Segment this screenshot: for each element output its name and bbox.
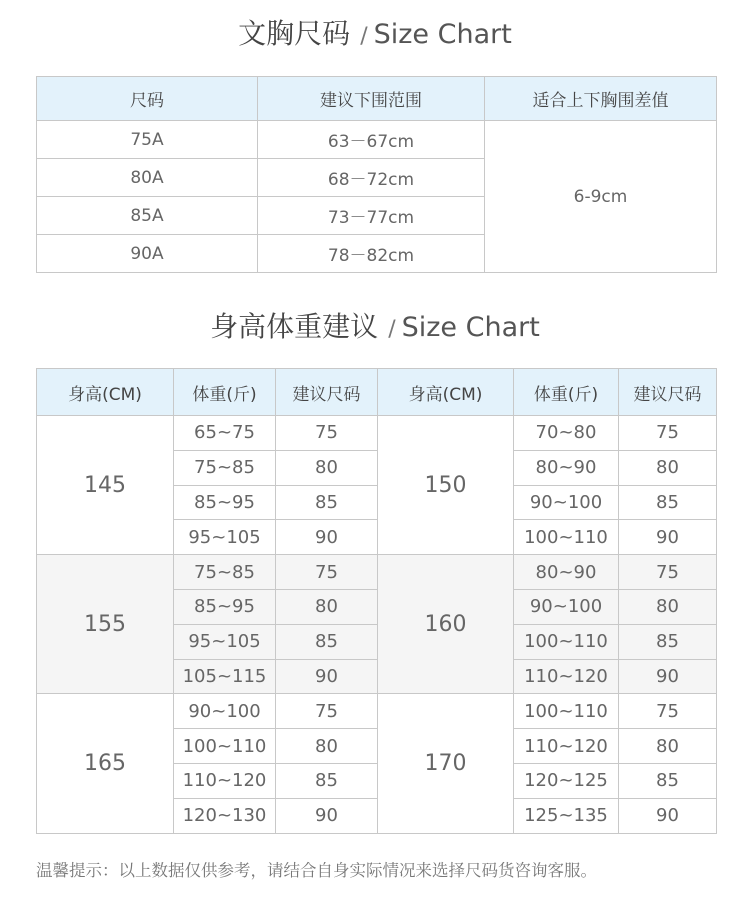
bra-title-separator: / xyxy=(360,24,368,49)
bra-table-row xyxy=(37,121,717,159)
right-weight-cell: 100~110 xyxy=(514,624,619,659)
hw-table-row xyxy=(37,694,717,729)
left-weight-cell: 105~115 xyxy=(174,659,276,694)
left-weight-cell: 85~95 xyxy=(174,589,276,624)
right-weight-cell: 100~110 xyxy=(514,520,619,555)
left-size-cell: 85 xyxy=(276,763,378,798)
left-height-cell: 145 xyxy=(37,416,174,555)
left-height-cell: 155 xyxy=(37,555,174,694)
right-height-cell: 160 xyxy=(378,555,514,694)
left-size-cell: 85 xyxy=(276,485,378,520)
bra-header-underbust: 建议下围范围 xyxy=(258,77,485,121)
left-weight-cell: 110~120 xyxy=(174,763,276,798)
bra-size-cell: 75A xyxy=(37,121,258,159)
hw-table-row xyxy=(37,555,717,590)
left-weight-cell: 90~100 xyxy=(174,694,276,729)
left-weight-cell: 75~85 xyxy=(174,450,276,485)
bra-range-cell: 63－67cm xyxy=(258,121,485,159)
bra-size-table xyxy=(36,76,717,273)
bra-header-size: 尺码 xyxy=(37,77,258,121)
right-weight-cell: 90~100 xyxy=(514,589,619,624)
right-weight-cell: 70~80 xyxy=(514,416,619,451)
tip-note: 温馨提示：以上数据仅供参考，请结合自身实际情况来选择尺码货咨询客服。 xyxy=(36,861,597,880)
left-size-cell: 80 xyxy=(276,589,378,624)
right-size-cell: 90 xyxy=(619,659,717,694)
bra-header-difference: 适合上下胸围差值 xyxy=(485,77,717,121)
left-size-cell: 75 xyxy=(276,694,378,729)
right-height-cell: 170 xyxy=(378,694,514,833)
right-weight-cell: 110~120 xyxy=(514,729,619,764)
hw-header-height: 身高(CM) xyxy=(378,369,514,416)
right-weight-cell: 120~125 xyxy=(514,763,619,798)
left-weight-cell: 100~110 xyxy=(174,729,276,764)
left-weight-cell: 75~85 xyxy=(174,555,276,590)
hw-header-height: 身高(CM) xyxy=(37,369,174,416)
right-size-cell: 80 xyxy=(619,450,717,485)
hw-title-en: Size Chart xyxy=(401,312,540,343)
right-size-cell: 80 xyxy=(619,729,717,764)
right-weight-cell: 110~120 xyxy=(514,659,619,694)
right-size-cell: 90 xyxy=(619,520,717,555)
right-size-cell: 80 xyxy=(619,589,717,624)
hw-title-cn: 身高体重建议 xyxy=(210,310,379,343)
right-weight-cell: 100~110 xyxy=(514,694,619,729)
bra-title-cn: 文胸尺码 xyxy=(238,17,351,50)
right-size-cell: 75 xyxy=(619,694,717,729)
right-weight-cell: 90~100 xyxy=(514,485,619,520)
left-weight-cell: 95~105 xyxy=(174,520,276,555)
left-weight-cell: 120~130 xyxy=(174,798,276,833)
left-height-cell: 165 xyxy=(37,694,174,833)
left-size-cell: 90 xyxy=(276,520,378,555)
bra-range-cell: 78－82cm xyxy=(258,235,485,273)
hw-title-separator: / xyxy=(388,317,396,342)
hw-header-weight: 体重(斤) xyxy=(174,369,276,416)
right-weight-cell: 125~135 xyxy=(514,798,619,833)
left-weight-cell: 95~105 xyxy=(174,624,276,659)
left-size-cell: 80 xyxy=(276,729,378,764)
left-weight-cell: 85~95 xyxy=(174,485,276,520)
hw-header-size: 建议尺码 xyxy=(276,369,378,416)
hw-header-weight: 体重(斤) xyxy=(514,369,619,416)
hw-header-size: 建议尺码 xyxy=(619,369,717,416)
right-size-cell: 85 xyxy=(619,763,717,798)
right-size-cell: 75 xyxy=(619,555,717,590)
left-size-cell: 75 xyxy=(276,555,378,590)
right-size-cell: 90 xyxy=(619,798,717,833)
right-height-cell: 150 xyxy=(378,416,514,555)
right-size-cell: 85 xyxy=(619,624,717,659)
height-weight-table xyxy=(36,368,717,834)
hw-table-row xyxy=(37,416,717,451)
right-size-cell: 85 xyxy=(619,485,717,520)
left-size-cell: 75 xyxy=(276,416,378,451)
height-weight-chart-title xyxy=(0,305,750,345)
left-size-cell: 80 xyxy=(276,450,378,485)
right-weight-cell: 80~90 xyxy=(514,555,619,590)
right-weight-cell: 80~90 xyxy=(514,450,619,485)
left-size-cell: 85 xyxy=(276,624,378,659)
hw-table-header-row xyxy=(37,369,717,416)
bra-size-cell: 80A xyxy=(37,159,258,197)
left-weight-cell: 65~75 xyxy=(174,416,276,451)
bra-size-cell: 85A xyxy=(37,197,258,235)
bra-size-cell: 90A xyxy=(37,235,258,273)
right-size-cell: 75 xyxy=(619,416,717,451)
bra-range-cell: 73－77cm xyxy=(258,197,485,235)
left-size-cell: 90 xyxy=(276,798,378,833)
left-size-cell: 90 xyxy=(276,659,378,694)
bra-range-cell: 68－72cm xyxy=(258,159,485,197)
bra-table-header-row xyxy=(37,77,717,121)
bra-title-en: Size Chart xyxy=(373,19,512,50)
bra-size-chart-title xyxy=(0,12,750,52)
bra-difference-cell: 6-9cm xyxy=(485,121,717,273)
